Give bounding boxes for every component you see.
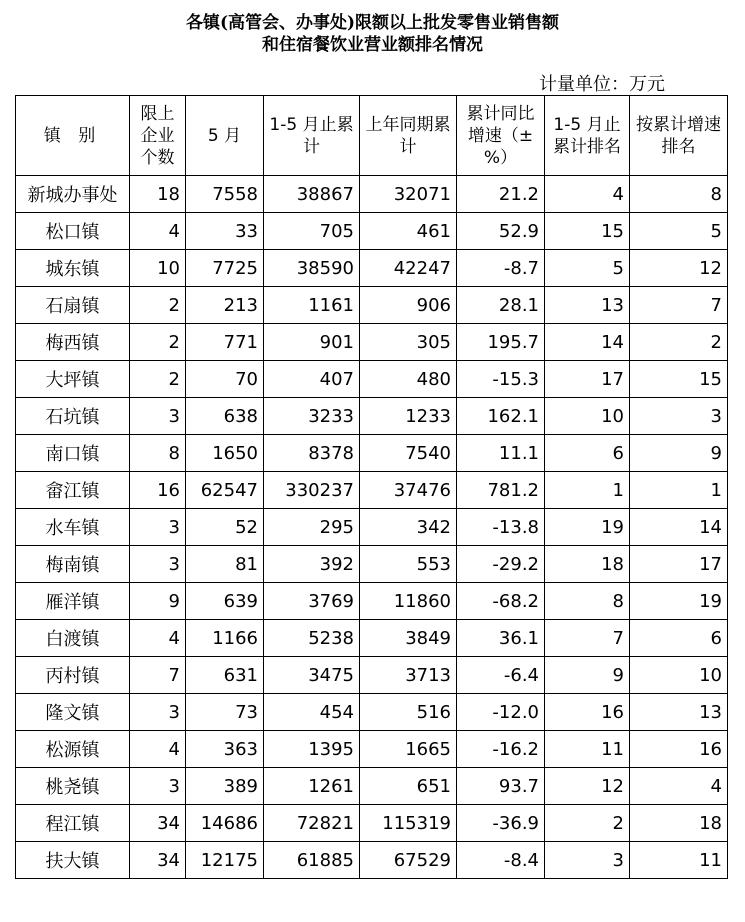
town-cell: 程江镇 [16, 805, 130, 842]
town-cell: 石坑镇 [16, 398, 130, 435]
col-header-growth: 累计同比增速（±%） [457, 96, 545, 176]
col-header-growth-rank: 按累计增速排名 [630, 96, 728, 176]
growth-cell: 36.1 [457, 620, 545, 657]
enterprise-count-cell: 10 [130, 250, 186, 287]
table-row [16, 213, 728, 250]
table-row [16, 324, 728, 361]
enterprise-count-cell: 3 [130, 509, 186, 546]
last-year-cell: 651 [360, 768, 457, 805]
town-cell: 桃尧镇 [16, 768, 130, 805]
last-year-cell: 1665 [360, 731, 457, 768]
cumulative-cell: 1261 [264, 768, 360, 805]
unit-label: 计量单位：万元 [539, 74, 665, 95]
town-cell: 石扇镇 [16, 287, 130, 324]
col-header-may: 5 月 [186, 96, 264, 176]
enterprise-count-cell: 3 [130, 768, 186, 805]
may-cell: 213 [186, 287, 264, 324]
enterprise-count-cell: 34 [130, 842, 186, 879]
enterprise-count-cell: 16 [130, 472, 186, 509]
growth-cell: -8.7 [457, 250, 545, 287]
enterprise-count-cell: 8 [130, 435, 186, 472]
town-cell: 城东镇 [16, 250, 130, 287]
town-cell: 丙村镇 [16, 657, 130, 694]
growth-cell: -68.2 [457, 583, 545, 620]
growth-cell: -8.4 [457, 842, 545, 879]
cumulative-rank-cell: 17 [545, 361, 630, 398]
growth-cell: -29.2 [457, 546, 545, 583]
cumulative-rank-cell: 18 [545, 546, 630, 583]
town-cell: 松口镇 [16, 213, 130, 250]
last-year-cell: 3849 [360, 620, 457, 657]
growth-rank-cell: 19 [630, 583, 728, 620]
table-row [16, 398, 728, 435]
table-row [16, 361, 728, 398]
growth-rank-cell: 4 [630, 768, 728, 805]
ranking-table [15, 95, 728, 879]
town-cell: 扶大镇 [16, 842, 130, 879]
growth-cell: 28.1 [457, 287, 545, 324]
last-year-cell: 342 [360, 509, 457, 546]
table-row [16, 546, 728, 583]
growth-cell: -36.9 [457, 805, 545, 842]
cumulative-rank-cell: 1 [545, 472, 630, 509]
cumulative-cell: 5238 [264, 620, 360, 657]
growth-rank-cell: 7 [630, 287, 728, 324]
cumulative-cell: 3233 [264, 398, 360, 435]
col-header-cumulative-rank: 1-5 月止累计排名 [545, 96, 630, 176]
growth-cell: 11.1 [457, 435, 545, 472]
town-cell: 隆文镇 [16, 694, 130, 731]
cumulative-cell: 38867 [264, 176, 360, 213]
last-year-cell: 305 [360, 324, 457, 361]
last-year-cell: 480 [360, 361, 457, 398]
last-year-cell: 7540 [360, 435, 457, 472]
enterprise-count-cell: 7 [130, 657, 186, 694]
town-cell: 雁洋镇 [16, 583, 130, 620]
growth-cell: 195.7 [457, 324, 545, 361]
last-year-cell: 1233 [360, 398, 457, 435]
growth-cell: 93.7 [457, 768, 545, 805]
town-cell: 南口镇 [16, 435, 130, 472]
growth-rank-cell: 6 [630, 620, 728, 657]
cumulative-rank-cell: 5 [545, 250, 630, 287]
cumulative-rank-cell: 14 [545, 324, 630, 361]
cumulative-rank-cell: 12 [545, 768, 630, 805]
growth-rank-cell: 17 [630, 546, 728, 583]
growth-rank-cell: 18 [630, 805, 728, 842]
enterprise-count-cell: 9 [130, 583, 186, 620]
enterprise-count-cell: 3 [130, 694, 186, 731]
last-year-cell: 115319 [360, 805, 457, 842]
cumulative-cell: 392 [264, 546, 360, 583]
growth-cell: -12.0 [457, 694, 545, 731]
cumulative-cell: 705 [264, 213, 360, 250]
enterprise-count-cell: 18 [130, 176, 186, 213]
cumulative-cell: 72821 [264, 805, 360, 842]
table-row [16, 694, 728, 731]
town-cell: 大坪镇 [16, 361, 130, 398]
col-header-last-year: 上年同期累计 [360, 96, 457, 176]
growth-rank-cell: 10 [630, 657, 728, 694]
may-cell: 363 [186, 731, 264, 768]
table-row [16, 250, 728, 287]
header-row [16, 96, 728, 176]
growth-rank-cell: 15 [630, 361, 728, 398]
last-year-cell: 67529 [360, 842, 457, 879]
town-cell: 松源镇 [16, 731, 130, 768]
cumulative-rank-cell: 10 [545, 398, 630, 435]
last-year-cell: 11860 [360, 583, 457, 620]
table-row [16, 657, 728, 694]
enterprise-count-cell: 2 [130, 287, 186, 324]
cumulative-cell: 407 [264, 361, 360, 398]
may-cell: 389 [186, 768, 264, 805]
town-cell: 白渡镇 [16, 620, 130, 657]
may-cell: 631 [186, 657, 264, 694]
col-header-cumulative: 1-5 月止累计 [264, 96, 360, 176]
may-cell: 81 [186, 546, 264, 583]
table-row [16, 435, 728, 472]
growth-cell: 21.2 [457, 176, 545, 213]
table-row [16, 620, 728, 657]
last-year-cell: 32071 [360, 176, 457, 213]
cumulative-cell: 3769 [264, 583, 360, 620]
growth-cell: 781.2 [457, 472, 545, 509]
growth-cell: -6.4 [457, 657, 545, 694]
document-title [0, 0, 745, 56]
growth-rank-cell: 5 [630, 213, 728, 250]
cumulative-cell: 61885 [264, 842, 360, 879]
may-cell: 638 [186, 398, 264, 435]
title-line-1: 各镇(高管会、办事处)限额以上批发零售业销售额 [185, 13, 560, 33]
may-cell: 1650 [186, 435, 264, 472]
last-year-cell: 906 [360, 287, 457, 324]
table-row [16, 805, 728, 842]
enterprise-count-cell: 34 [130, 805, 186, 842]
cumulative-rank-cell: 13 [545, 287, 630, 324]
may-cell: 62547 [186, 472, 264, 509]
town-cell: 梅西镇 [16, 324, 130, 361]
growth-rank-cell: 13 [630, 694, 728, 731]
may-cell: 7725 [186, 250, 264, 287]
may-cell: 14686 [186, 805, 264, 842]
last-year-cell: 553 [360, 546, 457, 583]
growth-rank-cell: 8 [630, 176, 728, 213]
enterprise-count-cell: 3 [130, 546, 186, 583]
table-body [16, 176, 728, 879]
title-line-2: 和住宿餐饮业营业额排名情况 [262, 35, 483, 55]
table-row [16, 768, 728, 805]
cumulative-rank-cell: 11 [545, 731, 630, 768]
table-row [16, 176, 728, 213]
table-row [16, 287, 728, 324]
last-year-cell: 3713 [360, 657, 457, 694]
enterprise-count-cell: 2 [130, 324, 186, 361]
growth-rank-cell: 14 [630, 509, 728, 546]
table-row [16, 731, 728, 768]
enterprise-count-cell: 2 [130, 361, 186, 398]
table-row [16, 583, 728, 620]
cumulative-cell: 3475 [264, 657, 360, 694]
growth-cell: 162.1 [457, 398, 545, 435]
cumulative-rank-cell: 15 [545, 213, 630, 250]
cumulative-cell: 8378 [264, 435, 360, 472]
table-row [16, 842, 728, 879]
last-year-cell: 37476 [360, 472, 457, 509]
may-cell: 33 [186, 213, 264, 250]
may-cell: 52 [186, 509, 264, 546]
enterprise-count-cell: 3 [130, 398, 186, 435]
cumulative-rank-cell: 3 [545, 842, 630, 879]
growth-rank-cell: 1 [630, 472, 728, 509]
cumulative-rank-cell: 16 [545, 694, 630, 731]
may-cell: 7558 [186, 176, 264, 213]
growth-rank-cell: 2 [630, 324, 728, 361]
cumulative-rank-cell: 9 [545, 657, 630, 694]
enterprise-count-cell: 4 [130, 731, 186, 768]
col-header-town: 镇 别 [16, 96, 130, 176]
growth-rank-cell: 16 [630, 731, 728, 768]
may-cell: 73 [186, 694, 264, 731]
cumulative-cell: 1161 [264, 287, 360, 324]
cumulative-rank-cell: 4 [545, 176, 630, 213]
growth-cell: -16.2 [457, 731, 545, 768]
may-cell: 12175 [186, 842, 264, 879]
town-cell: 梅南镇 [16, 546, 130, 583]
growth-cell: 52.9 [457, 213, 545, 250]
cumulative-cell: 1395 [264, 731, 360, 768]
cumulative-rank-cell: 2 [545, 805, 630, 842]
last-year-cell: 461 [360, 213, 457, 250]
last-year-cell: 516 [360, 694, 457, 731]
cumulative-rank-cell: 6 [545, 435, 630, 472]
growth-rank-cell: 11 [630, 842, 728, 879]
cumulative-rank-cell: 19 [545, 509, 630, 546]
enterprise-count-cell: 4 [130, 620, 186, 657]
cumulative-cell: 454 [264, 694, 360, 731]
growth-rank-cell: 3 [630, 398, 728, 435]
col-header-enterprise-count: 限上企业个数 [130, 96, 186, 176]
may-cell: 1166 [186, 620, 264, 657]
growth-cell: -13.8 [457, 509, 545, 546]
growth-rank-cell: 12 [630, 250, 728, 287]
may-cell: 771 [186, 324, 264, 361]
may-cell: 70 [186, 361, 264, 398]
table-row [16, 472, 728, 509]
cumulative-cell: 295 [264, 509, 360, 546]
cumulative-rank-cell: 8 [545, 583, 630, 620]
cumulative-rank-cell: 7 [545, 620, 630, 657]
enterprise-count-cell: 4 [130, 213, 186, 250]
cumulative-cell: 901 [264, 324, 360, 361]
town-cell: 新城办事处 [16, 176, 130, 213]
growth-cell: -15.3 [457, 361, 545, 398]
cumulative-cell: 38590 [264, 250, 360, 287]
cumulative-cell: 330237 [264, 472, 360, 509]
may-cell: 639 [186, 583, 264, 620]
growth-rank-cell: 9 [630, 435, 728, 472]
table-row [16, 509, 728, 546]
last-year-cell: 42247 [360, 250, 457, 287]
town-cell: 水车镇 [16, 509, 130, 546]
town-cell: 畲江镇 [16, 472, 130, 509]
